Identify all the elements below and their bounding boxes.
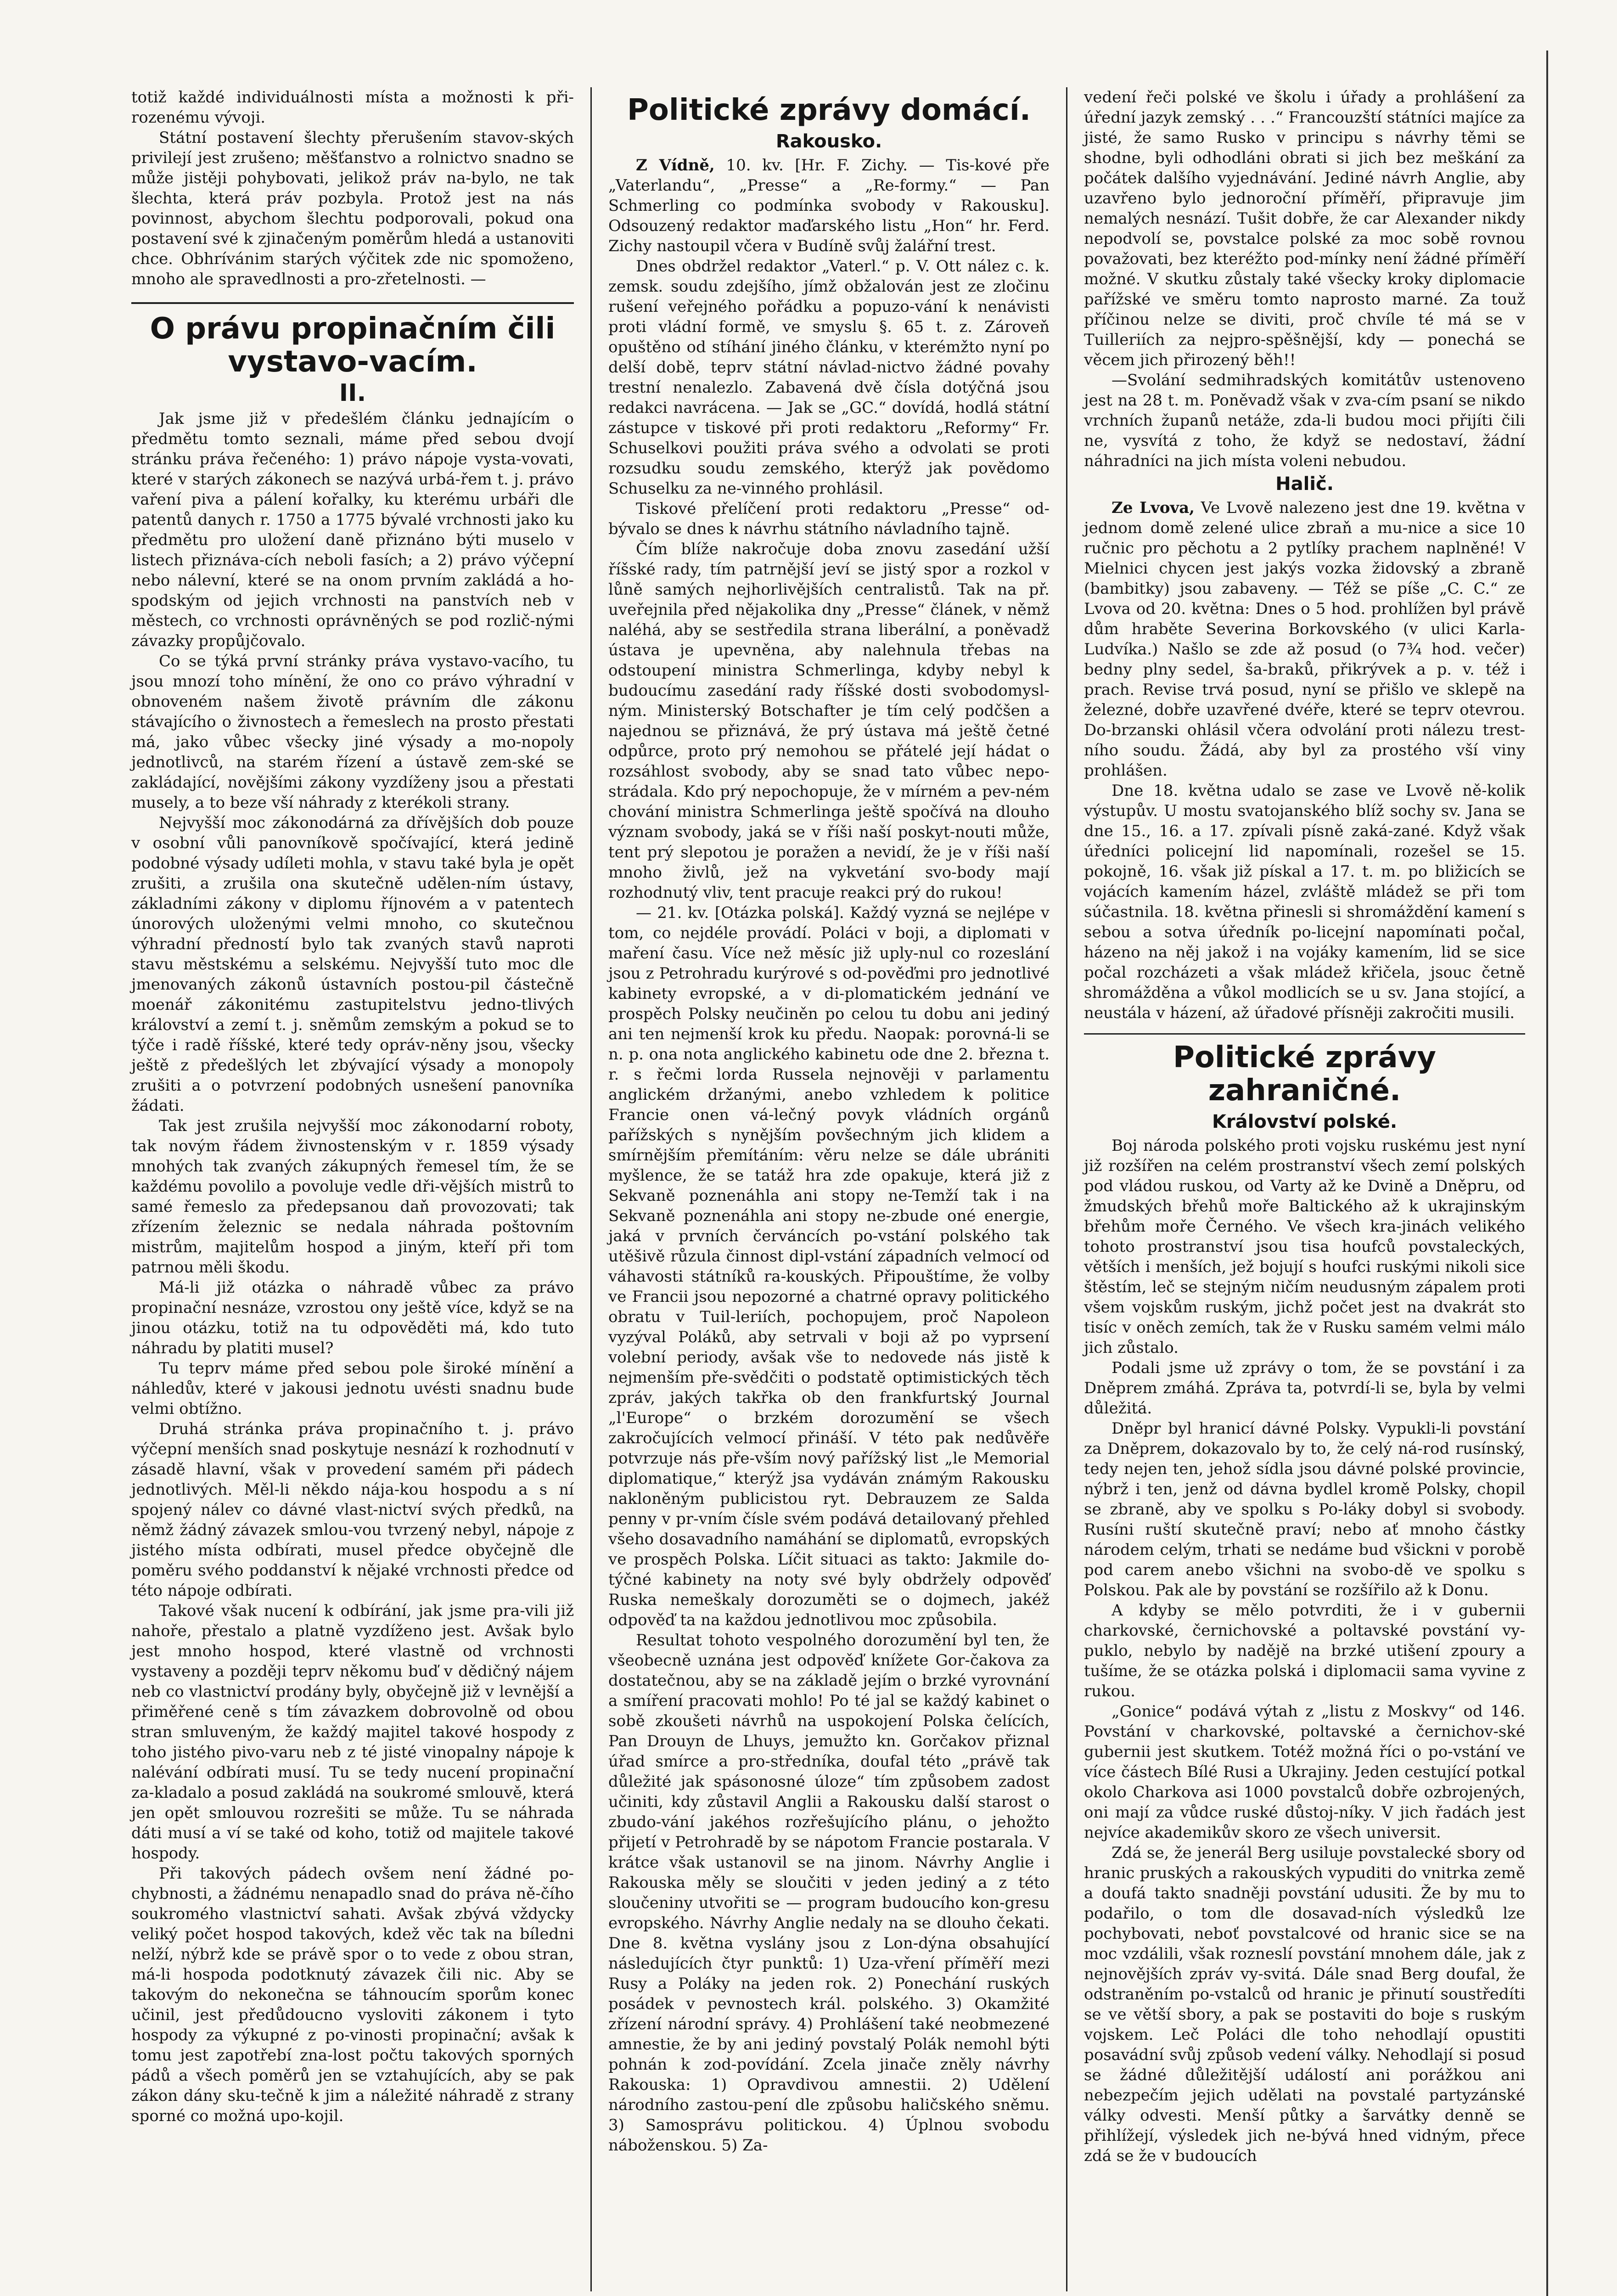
paragraph: A kdyby se mělo potvrditi, že i v gubernii charkovské, černichovské a poltavské povstání vy-puklo, nebylo by nadějě na brzké utišení zpoury a tušíme, že se otázka polská i diplomacii sama vyvine z rukou. [1084, 1601, 1525, 1700]
divider [131, 302, 574, 304]
paragraph: Jak jsme již v předešlém článku jednajícím o předmětu tomto seznali, máme před sebou dvojí stránku práva řečeného: 1) právo nápoje vysta-vovati, které v starých zákonech se nazývá urbá-řem t. j. právo vaření piva a pálení kořalky, ku kterému urbáři dle patentů danych r. 1750 a 1775 bývalé vrchnosti jako ku předmětu pro uložení daně přiznáno býti muselo v listech přiznáva-cích neboli fasích; a 2) právo výčepní nebo nálevní, které se na onom prvním zakládá a ho-spodským od jejich vrchnosti na panstvích neb v městech, co vrchnosti oprávněných se pod rozlič-nými závazky propůjčovalo. [131, 410, 574, 650]
paragraph: Dněpr byl hranicí dávné Polsky. Vypukli-li povstání za Dněprem, dokazovalo by to, že celý ná-rod rusínský, tedy nejen ten, jehož sídla jsou dávné polské provincie, nýbrž i ten, jenž od dávna bydlel kromě Polsky, chopil se zbraně, aby ve spolku s Po-láky dobyl si svobody. Rusíni ruští skutečně praví; nebo ať mnoho částky národem celým, trhati se nedáme bud všickni v porobě pod carem anebo všichni na svobo-dě ve spolku s Polskou. Pak ale by povstání se rozšířilo až k Donu. [1084, 1419, 1525, 1599]
paragraph: Státní postavení šlechty přerušením stavov-ských privilejí jest zrušeno; měšťanstvo a rolnictvo snadno se může jistěji pohybovati, jelikož práv na-bylo, ne tak šlechta, která práv pozbyla. Protož jest na nás povinnost, abychom šlechtu podporovali, pokud ona postavení své k zjinačeným poměrům hledá a ustanoviti chce. Obhrívánim starých výčitek zde nic spomoženo, mnoho ale spravedlnosti a pro-zřetelnosti. — [131, 129, 574, 288]
paragraph-text: 10. kv. [Hr. F. Zichy. — Tis-kové pře „Vaterlandu“, „Presse“ a „Re-formy.“ — Pan Schmerling co podmínka svobody v Rakousku]. Odsouzený redaktor maďarského listu „Hon“ hr. Ferd. Zichy nastoupil včera v Budíně svůj žalářní trest. [608, 156, 1050, 255]
paragraph: Co se týká první stránky práva vystavo-vacího, tu jsou mnozí toho mínění, že ono co právo výhradní v obnoveném našem životě právním dle zákonu stávajícího o živnostech a řemeslech na prosto přestati má, jako vůbec všecky jiné výsady a mo-nopoly jednotlivců, na starém řízení a ústavě zem-ské se zakládající, novějšími zákony vyzdíženy jsou a přestati musely, a to beze vší náhrady z kterékoli strany. [131, 652, 574, 812]
column-1 [115, 87, 590, 2291]
paragraph: Tak jest zrušila nejvyšší moc zákonodarní roboty, tak novým řádem živnostenským v r. 1859 výsady mnohých tak zvaných zákupných řemesel tím, že se každému povolilo a povoluje vedle dři-vějších mistrů to samé řemeslo za předepsanou daň provozovati; tak zřízením železnic se nedala náhrada poštovním mistrům, majitelům hospod a jiným, kteří při tom patrnou měli škodu. [131, 1117, 574, 1277]
paragraph: Dnes obdržel redaktor „Vaterl.“ p. V. Ott nález c. k. zemsk. soudu zdejšího, jímž obžalován jest ze zločinu rušení veřejného pořádku a popuzo-vání k nenávisti proti vládní formě, ve smyslu §. 65 t. z. Zároveň opuštěno od stíhání jiného článku, v kterémžto nyní po delší době, teprv státní návlad-nictvo žádné povahy trestní nenalezlo. Zabavená dvě čísla dotýčná jsou redakci navrácena. — Jak se „GC.“ dovídá, hodlá státní zástupce v tiskové při proti redaktoru „Reformy“ Fr. Schuselkovi použiti práva svého a odvolati se proti rozsudku soudu zemského, kterýž jak povědomo Schuselku za ne-vinného prohlásil. [608, 257, 1050, 498]
section-heading-foreign: Politické zprávy zahraničné. [1173, 1041, 1436, 1108]
paragraph: Čím blíže nakročuje doba znovu zasedání užší říšské rady, tím patrnější jeví se jistý spor a rozkol v lůně samých nejhorlivějších centralistů. Tak na př. uveřejnila před nějakolika dny „Presse“ článek, v němž naléhá, aby se sestředila strana liberální, a poněvadž ústava je upevněna, aby nalehnula třebas na odstoupení ministra Schmerlinga, kdyby nebyl k budoucímu zasedání rady říšské dosti svobodomysl-ným. Ministerský Botschafter je tím celý podčšen a najednou se přiznává, že prý ústava má ještě četné odpůrce, proto prý nemohou se přátelé její hádat o rozsáhlost svobody, aby se snad tato vůbec nepo-strádala. Kdo prý nepochopuje, že v mírném a pev-ném chování ministra Schmerlinga ještě spočívá na dlouho význam svobody, jaká se v říši naší poskyt-nouti může, tent prý slepotou je poražen a nevidí, že je v říši naší mnoho živlů, jež na vykvetání svo-body mají rozhodnutý vliv, tent pracuje reakci prý do rukou! [608, 540, 1050, 902]
column-2 [590, 87, 1066, 2291]
paragraph: Tu teprv máme před sebou pole široké mínění a náhledův, které v jakousi jednotu uvésti snadnu bude velmi obtížno. [131, 1359, 574, 1418]
country-heading: Halič. [1275, 473, 1334, 495]
country-heading: Království polské. [1212, 1111, 1398, 1132]
paragraph: — 21. kv. [Otázka polská]. Každý vyzná se nejlépe v tom, co nejdéle provádí. Poláci v boji, a diplomati v maření času. Více než měsíc již uply-nul co rozeslání jsou z Petrohradu kurýrové s od-pověďmi pro jednotlivé kabinety evropské, a v di-plomatickém jednání ve prospěch Polsky neučiněn po celou tu dobu ani jediný ani ten nejmenší krok ku předu. Naopak: porovná-li se n. p. ona nota anglického kabinetu ode dne 2. března t. r. s řečmi lorda Russela nejnověji v parlamentu anglickém držanými, anebo vzhledem k politice Francie onen vá-lečný povyk vládních orgánů pařížských s nynějším povšechným jich klidem a smírnějším přemítáním: věru nelze se dále ubrániti myšlence, že se tatáž hra zde opakuje, která již z Sekvaně poznenáhla ani stopy ne-Temží tak i na Sekvaně poznenáhla ani stopy ne-zbude oné energie, jaká v prvních červáncích po-vstání polského tak utěšivě růzula činnost dipl-vstání západních velmocí od váhavosti státníků ra-kouských. Připouštíme, že volby ve Francii jsou nepozorné a chatrné opravy politického obratu v Tuil-leriích, pochopujem, proč Napoleon vyzýval Poláků, aby setrvali v boji až po vyprsení volební periody, avšak vše to nedovede nás jistě k nejmenším pře-svědčiti o podstatě optimistických těch zpráv, jakých takřka ob den frankfurtský Journal „l'Europe“ o brzkém dorozumění se všech zakročujících velmocí přináší. V této pak nedůvěře potvrzuje nás pře-vším nový pařížský list „le Memorial diplomatique,“ kterýž jsa vydáván známým Rakousku nakloněným publicistou ryt. Debrauzem ze Salda penny v pr-vním čísle svém podává detailovaný přehled všeho dosavadního namáhání se diplomatů, evropských ve prospěch Polska. Líčit situaci as takto: Jakmile do-týčné kabinety na noty své byly obdržely odpověď Ruska nemeškaly dorozuměti se o dojmech, jakéž odpověď ta na každou jednotlivou moc způsobila. [608, 904, 1050, 1629]
paragraph-text: Ve Lvově nalezeno jest dne 19. května v jednom domě zelené ulice zbraň a mu-nice a sice 10 ručnic pro pěchotu a 2 pytlíky prachem naplněné! V Mielnici chycen jest jakýs vozka židovský a zbraně (bambitky) jsou zabaveny. — Též se píše „C. C.“ ze Lvova od 20. května: Dnes o 5 hod. prohlížen byl právě dům hraběte Severina Borkovského (v ulici Karla-Ludvíka.) Našlo se zde až posud (o 7¾ hod. večer) bedny plny sedel, ša-braků, přikrývek a p. v. též i prach. Revise trvá posud, nyní se přišlo ve sklepě na železné, dobře uzavřené dvéře, které se teprv otevrou. Do-brzanski ohlásil včera odvolání proti nálezu trest-ního soudu. Žádá, aby byl za prostého vší viny prohlášen. [1084, 499, 1525, 780]
divider [1084, 1033, 1525, 1035]
country-heading: Rakousko. [775, 131, 882, 152]
paragraph: Boj národa polského proti vojsku ruskému jest nyní již rozšířen na celém prostranství všech zemí polských pod vládou ruskou, od Varty až ke Dvině a Dněpru, od žmudských břehů moře Baltického až k ukrajinským břehům moře Černého. Ve všech kra-jinách velikého tohoto prostranství jsou tisa houfců povstaleckých, větších i menších, jež bojují s houfci ruskými nikoli sice štěstím, leč se stejným ničím neudusným zápalem proti všem vojskům ruským, jichž počet jest na dvakrát sto tisíc v oněch zemích, tak že v Rusku samém velmi málo jich zůstalo. [1084, 1137, 1525, 1357]
paragraph: Nejvyšší moc zákonodárná za dřívějších dob pouze v osobní vůli panovníkově spočívající, která jedině podobné výsady udíleti mohla, v stavu také byla je opět zrušiti, a zrušila ona skutečně udělen-ním ústavy, základními zákony v diplomu říjnovém a v patentech únorových uloženými velmi mnoho, co skutečnou výhradní předností bylo tak zvaných stavů naproti stavu městskému a selskému. Nejvyšší tuto moc dle jmenovaných zákonů ústavních postou-pil částečně moenář zákonitému zastupitelstvu jedno-tlivých království a zemí t. j. sněmům zemským a pokud se to týče i radě říšské, které tedy opráv-něny jsou, všecky ještě z předešlých let zbývající výsady a monopoly zrušiti a o potvrzení podobných usnešení panovníka žádati. [131, 814, 574, 1115]
paragraph: Zdá se, že jenerál Berg usiluje povstalecké sbory od hranic pruských a rakouských vypuditi do vnitrka země a doufá takto snadněji povstání udusiti. Že by mu to podařilo, o tom dle dosavad-ních výsledků lze pochybovati, neboť povstalcové od hranic sice se na moc vzdálili, však rozneslí povstání mnohem dále, jak z nejnovějších zpráv vy-svitá. Dále snad Berg doufal, že odstraněním po-vstalců od hranic je přinutí soustředíti se ve větší sbory, a pak se postaviti do boje s ruským vojskem. Leč Poláci dle toho nehodlají opustiti posavádní svůj způsob vedení války. Nehodlají si posud se žádné důležitější událostí ani porážkou ani nebezpečím jejich udělati na povstalé partyzánské války odvesti. Menší půtky a šarvátky denně se přihlížejí, výsledek jich ne-bývá hned vidným, přece zdá se že v budoucích [1084, 1844, 1525, 2165]
paragraph: totiž každé individuálnosti místa a možnosti k při-rozenému vývoji. [131, 88, 574, 127]
dateline: Z Vídně, [636, 156, 715, 174]
article-heading: O právu propinačním čili vystavo-vacím. [150, 312, 556, 379]
paragraph: Má-li již otázka o náhradě vůbec za právo propinační nesnáze, vzrostou ony ještě více, když se na jinou otázku, totiž na tu odpověděti má, kdo tuto náhradu by platiti musel? [131, 1278, 574, 1357]
paragraph: —Svolání sedmihradských komitátův ustenoveno jest na 28 t. m. Poněvadž však v zva-cím psaní se nikdo vrchních županů netáže, zda-li budou moci přijíti čili ne, vysvítá z toho, že když se nedostaví, žádní náhradníci na jich místa voleni nebudou. [1084, 371, 1525, 470]
dateline: Ze Lvova, [1112, 499, 1195, 517]
paragraph: Takové však nucení k odbírání, jak jsme pra-vili již nahoře, přestalo a platně vyzdíženo jest. Avšak bylo jest mnoho hospod, které vlastně od vrchnosti vystaveny a později teprv někomu buď v dědičný nájem neb co vlastnictví prodány byly, obyčejně již v levnější a přiměřené ceně s tím závazkem dobrovolně od obou stran smluveným, že každý majitel takové hospody z toho jistého pivo-varu neb z té jisté vinopalny nápoje k nalévání odbírati musí. Tu se tedy nucení propinační za-kladalo a posud zakládá na soukromé smlouvě, která jen opět smlouvou rozrešiti se může. Tu se náhrada dáti musí a ví se také od koho, totiž od majitele takové hospody. [131, 1602, 574, 1863]
columns [115, 87, 1544, 2291]
paragraph: Při takových pádech ovšem není žádné po-chybnosti, a žádnému nenapadlo snad do práva ně-čího soukromého vlastnictví sahati. Avšak zbývá vždycky veliký počet hospod takových, kdež věc tak na bíledni nelží, nýbrž kde se právě spor o to vede z obou stran, má-li hospoda podotknutý závazek čili nic. Aby se takovým do nekonečna se táhnoucím sporům konec učinil, jest předůdoucno vysloviti zákonem i tyto hospody za výkupné z po-vinosti propinační; avšak k tomu jest zapotřebí zna-lost počtu takových sporných pádů a všech poměrů jen se vztahujících, aby se pak zákon dány sku-tečně k jim a náležité náhradě z strany sporné co možná upo-kojil. [131, 1864, 574, 2125]
article-part-number: II. [339, 379, 366, 407]
column-3 [1066, 87, 1542, 2291]
paragraph: Dne 18. května udalo se zase ve Lvově ně-kolik výstupův. U mostu svatojanského blíž sochy sv. Jana se dne 15., 16. a 17. zpívali písně zaká-zané. Když však úředníci policejní lid napomínali, rozešel se 15. pokojně, 16. však již pískal a 17. t. m. po bližicích se vojácích kamením házel, zvláště mládež se při tom súčastnila. 18. května přinesli si shromáždění kamení s sebou a sotva úředník po-licejní napomínati počal, házeno na něj jakož i na vojáky kamením, lid se sice počal rozcházeti a však mládež křičela, jsouc četně shromážděna a vůkol modlicích se u sv. Jana stojící, a neustála v házení, až úřadové přísněji zakročiti musili. [1084, 782, 1525, 1022]
paragraph: „Gonice“ podává výtah z „listu z Moskvy“ od 146. Povstání v charkovské, poltavské a černichov-ské gubernii jest skutkem. Totéž možná říci o po-vstání ve více částech Bílé Rusi a Ukrajiny. Jeden cestující potkal okolo Charkova asi 1000 povstalců dobře ozbrojených, oni mají za vůdce ruské důstoj-níky. V jich řadách jest nejvíce akademikův skoro ze všech universit. [1084, 1702, 1525, 1842]
section-heading-domestic: Politické zprávy domácí. [627, 93, 1031, 127]
paragraph: vedení řeči polské ve školu i úřady a prohlášení za úřední jazyk zemský . . .“ Francouzští státníci majíce za jisté, že samo Rusko v principu s návrhy těmi se shodne, byli odhodláni obrati si jich bez meškání za počátek dalšího vyjednávání. Jediné návrh Anglie, aby uzavřeno bylo jednoroční příměří, připravuje jim nemalých nesnází. Tušit dobře, že car Alexander nikdy nepodvolí se, povstalce polské za moc sobě rovnou považovati, bez kteréžto pod-mínky není žádné příměří možné. V skutku zůstaly také všecky kroky diplomacie pařížské ve směru tomto naprosto marné. Za touž příčinou nelze se diviti, proč chvíle té má se v Tuilleriích za nejpro-spěšnější, kdy — ponechá se věcem jich přirozený běh!! [1084, 88, 1525, 369]
paragraph: Podali jsme už zprávy o tom, že se povstání i za Dněprem zmáhá. Zpráva ta, potvrdí-li se, byla by velmi důležitá. [1084, 1359, 1525, 1418]
page-edge-rule [1546, 51, 1548, 2296]
paragraph: Druhá stránka práva propinačního t. j. právo výčepní menších snad poskytuje nesnází k rozhodnutí v zásadě hlavní, však v provedení samém při pádech jednotlivých. Měl-li někdo nája-kou hospodu a s ní spojený nálev co dávné vlast-nictví svých předků, na němž žádný závazek smlou-vou tvrzený nebyl, nápoje z jistého místa odbírati, musel předce obyčejně dle poměru svého poddanství k nějaké vrchnosti předce od této nápoje odbírati. [131, 1420, 574, 1600]
paragraph: Resultat tohoto vespolného dorozumění byl ten, že všeobecně uznána jest odpověď knížete Gor-čakova za dostatečnou, aby se na základě jejím o brzké vyrovnání a smíření pracovati mohlo! Po té jal se každý kabinet o sobě zkoušeti návrhů na uspokojení Polska čelících, Pan Drouyn de Lhuys, jemužto kn. Gorčakov přiznal úřad smírce a pro-středníka, doufal této „právě tak důležité jak spásonosné úloze“ tím způsobem zadost učiniti, kdy zůstavil Anglii a Rakousku další starost o zbudo-vání jakéhos rozřešujícího plánu, o jehožto přijetí v Petrohradě by se nápotom Francie postarala. V krátce však ustanovil se na jinom. Návrhy Anglie i Rakouska měly se sloučiti v jeden jediný a z této sloučeniny utvořiti se — program budoucího kon-gresu evropského. Návrhy Anglie nedaly na se dlouho čekati. Dne 8. května vyslány jsou z Lon-dýna obsahující následujících čtyr punktů: 1) Uza-vření příměří mezi Rusy a Poláky na jeden rok. 2) Ponechání ruských posádek v pevnostech král. polského. 3) Okamžité zřízení národní správy. 4) Prohlášení také neobmezené amnestie, že by ani jediný povstalý Polák nemohl býti pohnán k zod-povídání. Zcela jinače zněly návrhy Rakouska: 1) Opravdivou amnestii. 2) Udělení národního zastou-pení dle způsobu haličského sněmu. 3) Samosprávu politickou. 4) Úplnou svobodu náboženskou. 5) Za- [608, 1631, 1050, 2155]
paragraph: Tiskové přelíčení proti redaktoru „Presse“ od-bývalo se dnes k návrhu státního návladního tajně. [608, 500, 1050, 538]
